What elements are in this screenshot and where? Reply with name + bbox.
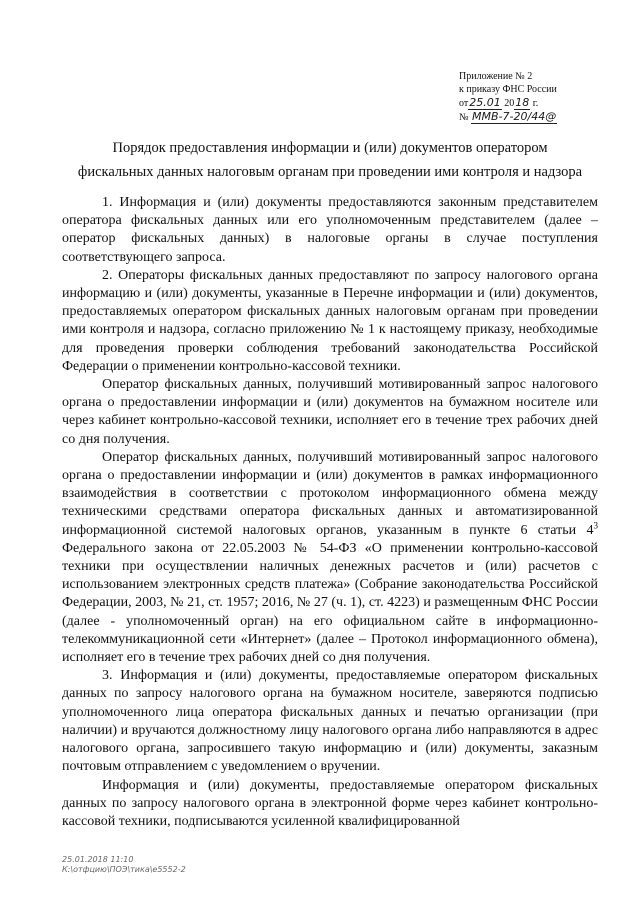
title-line-1: Порядок предоставления информации и (или) документов оператором [112, 140, 548, 156]
article-superscript: 3 [593, 520, 598, 530]
paragraph-2: 2. Операторы фискальных данных предоставляют по запросу налогового органа информацию и (или) документы, указанные в Перечне информации и (или) документов, предоставляемых оператором фискальных данных налоговым органам при проведении ими контроля и надзора, согласно приложению № 1 к настоящему приказу, необходимые для проведения проверки соблюдения требований законодательства Российской Федерации о применении контрольно-кассовой техники. [62, 267, 598, 374]
paragraph-5: 3. Информация и (или) документы, предоставляемые оператором фискальных данных по запросу налогового органа на бумажном носителе, заверяются подписью уполномоченного лица оператора фискальных данных и печатью организации (при наличии) и вручаются должностному лицу налогового органа либо направляются в адрес налогового органа, запросившего такую информацию и (или) документы, заказным почтовым отправлением с уведомлением о вручении. [62, 668, 598, 775]
document-body [62, 194, 598, 831]
paragraph-6: Информация и (или) документы, предоставляемые оператором фискальных данных по запросу налогового органа в электронной форме через кабинет контрольно-кассовой техники, подписываются усиленной квалифицированной [62, 777, 598, 829]
document-title [40, 136, 620, 184]
paragraph-3: Оператор фискальных данных, получивший мотивированный запрос налогового органа о предоставлении информации и (или) документов на бумажном носителе или через кабинет контрольно-кассовой техники, исполняет его в течение трех рабочих дней со дня получения. [62, 377, 598, 447]
date-suffix: г. [532, 98, 539, 109]
order-number [459, 110, 599, 124]
date-prefix: от [459, 98, 469, 109]
handwritten-date: 25.01 [469, 96, 501, 109]
paragraph-4-part-1: Оператор фискальных данных, получивший мотивированный запрос налогового органа о предоставлении информации и (или) документов в рамках информационного взаимодействия в соответствии с протоколом информационного обмена между техническими средствами оператора фискальных данных и автоматизированной информационной системой налоговых органов, указанным в пункте 6 статьи 4 [62, 449, 598, 538]
order-date [459, 96, 599, 110]
file-path: К:\отфцию\ПОЭ\тика\е5552-2 [62, 865, 186, 874]
title-line-2: фискальных данных налоговым органам при проведении ими контроля и надзора [77, 164, 583, 180]
paragraph-4 [62, 449, 598, 667]
paragraph-4-part-2: Федерального закона от 22.05.2003 № 54-ФЗ «О применении контрольно-кассовой техники при осуществлении наличных денежных расчетов и (или) расчетов с использованием электронных средств платежа» (Собрание законодательства Российской Федерации, 2003, № 21, ст. 1957; 2016, № 27 (ч. 1), ст. 4223) и размещенным ФНС России (далее - уполномоченный орган) на его официальном сайте в информационно-телекоммуникационной сети «Интернет» (далее – Протокол информационного обмена), исполняет его в течение трех рабочих дней со дня получения. [62, 540, 598, 666]
date-year-prefix: 20 [504, 98, 515, 109]
handwritten-year: 18 [515, 96, 530, 109]
order-reference: к приказу ФНС России [459, 84, 557, 95]
appendix-title: Приложение № 2 [459, 71, 533, 82]
print-stamp [62, 855, 186, 875]
handwritten-number: ММВ-7-20/44@ [472, 110, 557, 123]
paragraph-1: 1. Информация и (или) документы предоставляются законным представителем оператора фискальных данных или его уполномоченным представителем (далее – оператор фискальных данных) в налоговые органы в случае поступления соответствующего запроса. [62, 195, 598, 265]
number-prefix: № [459, 112, 469, 123]
appendix-block [459, 70, 599, 124]
print-timestamp: 25.01.2018 11:10 [62, 855, 134, 864]
